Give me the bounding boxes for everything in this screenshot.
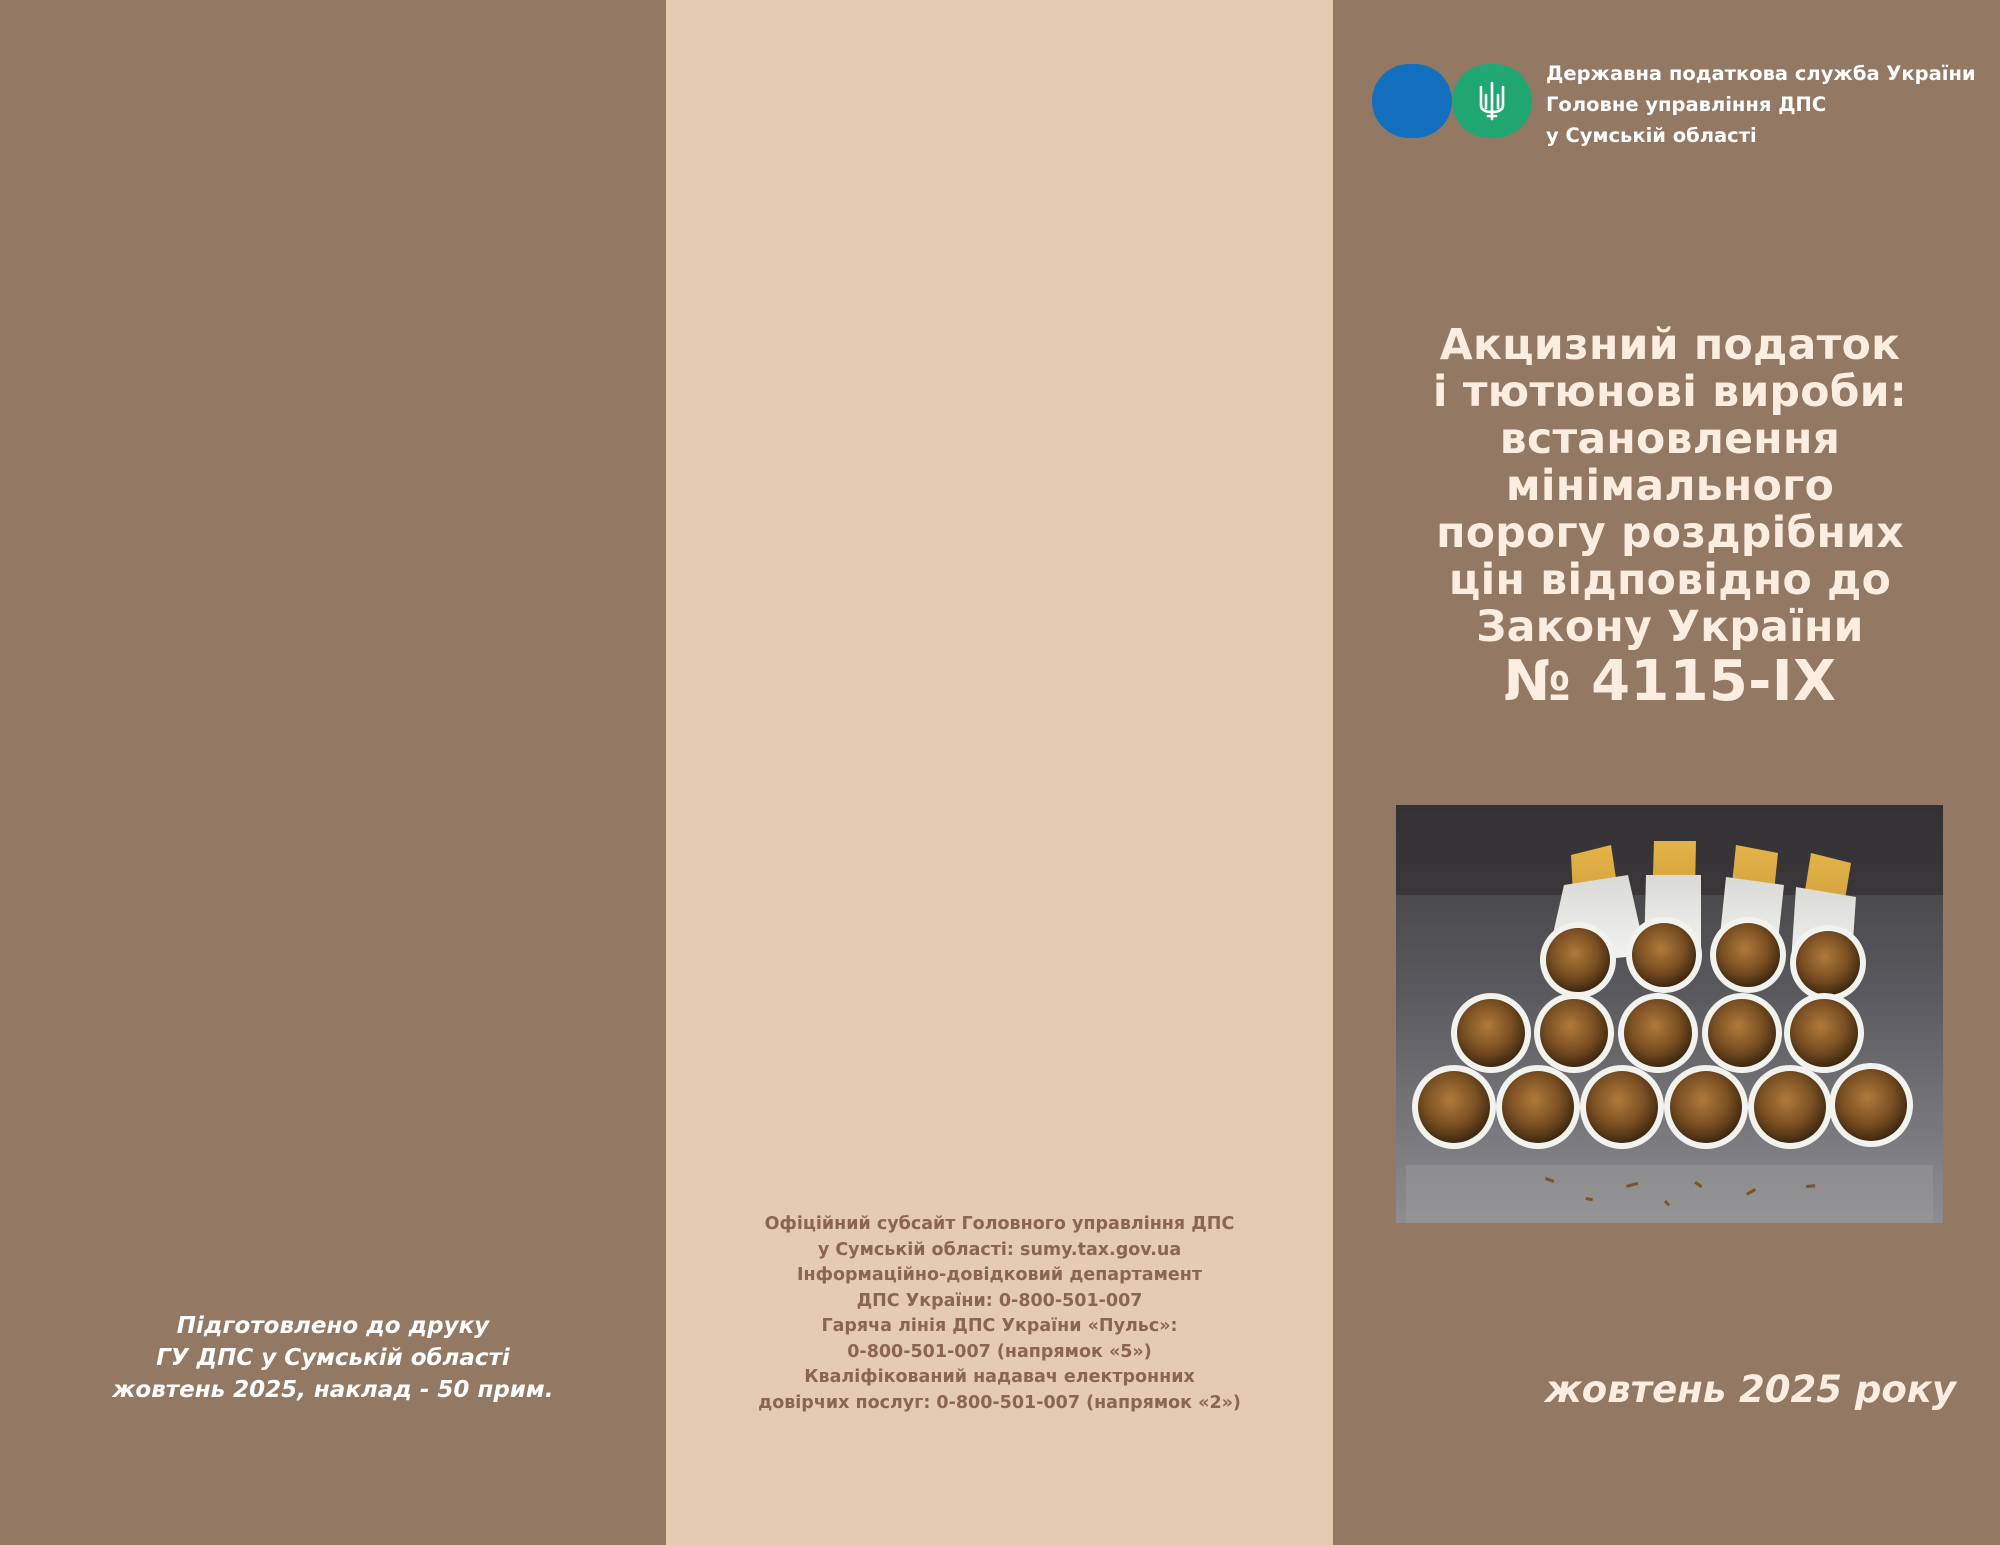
- logo-green-shape: [1452, 64, 1532, 138]
- organization-line: Головне управління ДПС: [1546, 93, 1827, 116]
- print-info-line: жовтень 2025, наклад - 50 прим.: [112, 1377, 554, 1403]
- contact-line: ДПС України: 0-800-501-007: [856, 1290, 1143, 1311]
- brochure-title: [1360, 322, 1980, 713]
- title-line: і тютюнові вироби:: [1432, 368, 1908, 417]
- logo-blue-shape: [1372, 64, 1452, 138]
- print-info: [0, 1310, 666, 1406]
- organization-line: Державна податкова служба України: [1546, 62, 1976, 85]
- title-line: мінімального: [1505, 462, 1835, 511]
- contact-line: Офіційний субсайт Головного управління ДПС: [764, 1214, 1235, 1234]
- contact-line: 0-800-501-007 (напрямок «5»): [847, 1341, 1152, 1362]
- print-info-line: Підготовлено до друку: [176, 1313, 490, 1339]
- dps-logo: [1372, 64, 1532, 138]
- title-line: цін відповідно до: [1448, 556, 1892, 605]
- trident-icon: [1477, 81, 1507, 121]
- contact-line: Інформаційно-довідковий департамент: [797, 1265, 1202, 1285]
- contact-line: у Сумській області: sumy.tax.gov.ua: [817, 1239, 1182, 1260]
- organization-line: у Сумській області: [1546, 124, 1757, 147]
- law-number: № 4115-IX: [1503, 649, 1837, 714]
- title-line: Акцизний податок: [1439, 321, 1901, 370]
- title-line: порогу роздрібних: [1436, 509, 1904, 558]
- title-line: встановлення: [1499, 415, 1841, 464]
- title-line: Закону України: [1476, 603, 1864, 652]
- organization-name: [1546, 58, 1976, 151]
- print-info-line: ГУ ДПС у Сумській області: [156, 1345, 510, 1371]
- publication-date: жовтень 2025 року: [1544, 1368, 1956, 1411]
- contact-line: довірчих послуг: 0-800-501-007 (напрямок «2»): [758, 1392, 1241, 1413]
- cigarettes-photo: [1396, 805, 1943, 1223]
- contact-line: Гаряча лінія ДПС України «Пульс»:: [821, 1316, 1178, 1336]
- contact-line: Кваліфікований надавач електронних: [804, 1367, 1195, 1387]
- right-panel: [1333, 0, 2000, 1545]
- contact-info: [666, 1212, 1333, 1416]
